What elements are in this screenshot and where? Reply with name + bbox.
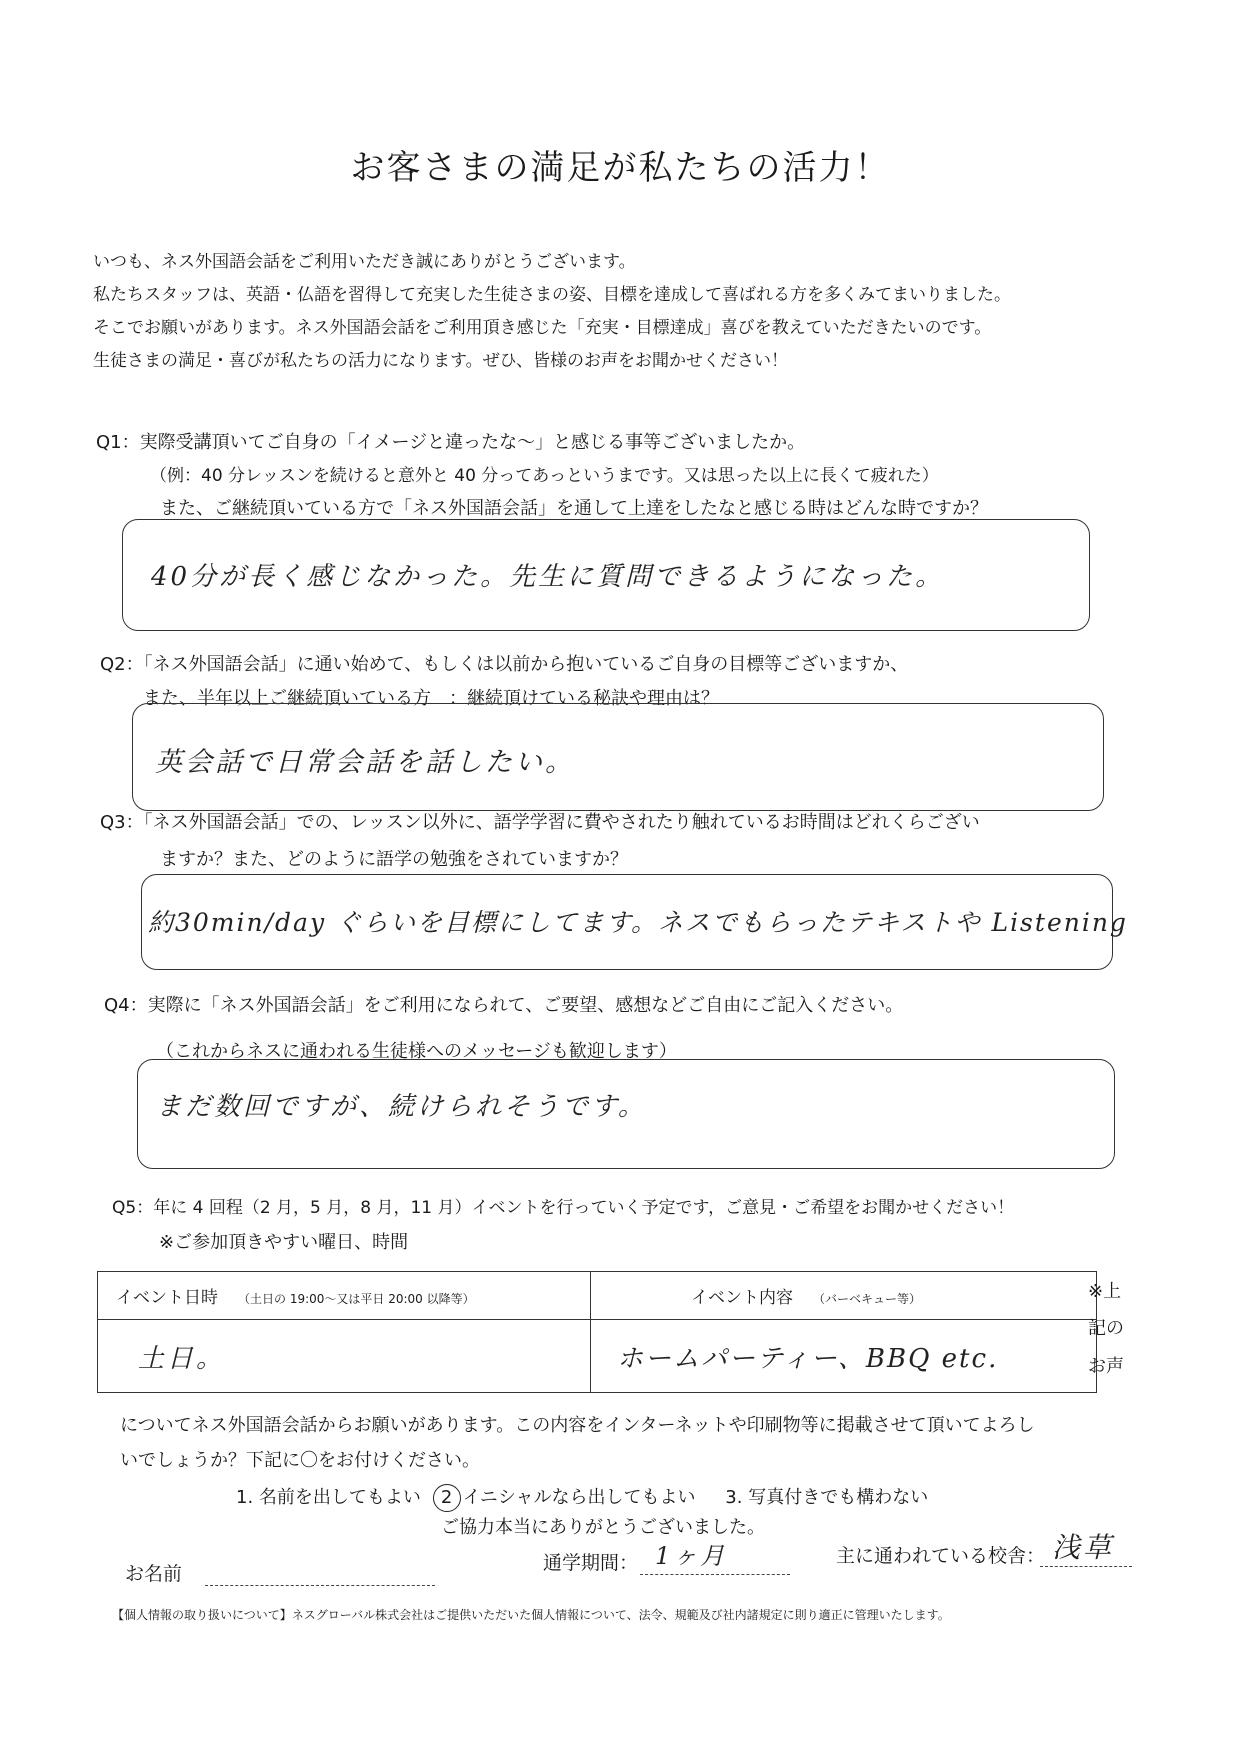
consent-option-2-text: イニシャルなら出してもよい [462,1487,696,1508]
q5-question: Q5：年に 4 回程（2 月，5 月，8 月，11 月）イベントを行っていく予定です，ご意見・ご希望をお聞かせください！ [112,1198,1015,1218]
q1-followup: また、ご継続頂いている方で「ネス外国語会話」を通して上達をしたなと感じる時はどんな時ですか？ [160,498,988,519]
q3-answer-text: 約30min/day ぐらいを目標にしてます。ネスでもらったテキストや Listening [148,908,1128,937]
side-note-3: お声 [1088,1356,1124,1377]
consent-line-2: いでしょうか？下記に〇をお付けください。 [120,1450,480,1471]
name-field-line[interactable] [205,1585,435,1586]
event-content-label: イベント内容 [691,1288,793,1308]
q3-answer-box[interactable] [141,874,1128,970]
q1-question: Q1：実際受講頂いてご自身の「イメージと違ったな～」と感じる事等ございましたか。 [96,432,806,453]
intro-line-1: いつも、ネス外国語会話をご利用いただき誠にありがとうございます。 [93,252,636,272]
event-datetime-label: イベント日時 [116,1288,218,1308]
consent-thanks: ご協力本当にありがとうございました。 [441,1517,765,1538]
q5-followup: ※ご参加頂きやすい曜日、時間 [159,1232,409,1253]
side-note-2: 記の [1088,1318,1124,1339]
q4-answer-box[interactable] [137,1059,1115,1169]
event-content-header [591,1272,1097,1320]
q2-answer-text: 英会話で日常会話を話したい。 [155,747,575,778]
school-field-line[interactable] [1040,1566,1132,1567]
q3-question: Q3：「ネス外国語会話」での、レッスン以外に、語学学習に費やされたり触れているお時間はどれくらござい [100,812,980,833]
q4-question: Q4：実際に「ネス外国語会話」をご利用になられて、ご要望、感想などご自由にご記入ください。 [104,995,904,1016]
q1-answer-text: 40分が長く感じなかった。先生に質問できるようになった。 [151,562,945,592]
event-content-note: （バーベキュー等） [813,1292,922,1306]
intro-line-2: 私たちスタッフは、英語・仏語を習得して充実した生徒さまの姿、目標を達成して喜ばれる方を多くみてまいりました。 [93,285,1011,305]
period-field-value: 1ヶ月 [655,1542,728,1570]
school-label: 主に通われている校舎： [836,1545,1046,1567]
event-datetime-answer: 土日。 [138,1343,226,1374]
q1-answer-box[interactable] [122,519,1090,631]
consent-option-2[interactable] [433,1487,696,1508]
event-datetime-cell[interactable] [98,1320,591,1393]
period-label: 通学期間： [543,1552,639,1574]
name-label: お名前 [125,1563,183,1585]
consent-options [236,1483,928,1512]
intro-line-3: そこでお願いがあります。ネス外国語会話をご利用頂き感じた「充実・目標達成」喜びを教えていただきたいのです。 [93,318,992,338]
intro-line-4: 生徒さまの満足・喜びが私たちの活力になります。ぜひ、皆様のお声をお聞かせください！ [93,351,788,371]
consent-option-3[interactable]: 3. 写真付きでも構わない [725,1487,929,1508]
q2-question: Q2：「ネス外国語会話」に通い始めて、もしくは以前から抱いているご自身の目標等ございますか、 [100,654,909,675]
q4-answer-text: まだ数回ですが、続けられそうです。 [156,1092,647,1122]
q4-followup: （これからネスに通われる生徒様へのメッセージも歓迎します） [156,1041,677,1062]
q2-answer-box[interactable] [132,703,1104,811]
event-content-cell[interactable] [591,1320,1097,1393]
event-datetime-note: （土日の 19:00～又は平日 20:00 以降等） [238,1292,475,1306]
consent-line-1: についてネス外国語会話からお願いがあります。この内容をインターネットや印刷物等に掲載させて頂いてよろし [120,1415,1035,1436]
event-content-answer: ホームパーティー、BBQ etc. [617,1343,999,1374]
privacy-footer: 【個人情報の取り扱いについて】ネスグローバル株式会社はご提供いただいた個人情報について、法令、規範及び社内諸規定に則り適正に管理いたします。 [112,1608,950,1622]
event-table [97,1271,1097,1393]
selected-circle-mark: 2 [433,1484,461,1512]
period-field-line[interactable] [640,1574,790,1575]
q3-followup: ますか？また、どのように語学の勉強をされていますか？ [160,849,628,870]
school-field-value: 浅草 [1052,1531,1115,1564]
q2-followup: また、半年以上ご継続頂いている方 ：継続頂けている秘訣や理由は？ [143,688,719,709]
q1-example: （例：40 分レッスンを続けると意外と 40 分ってあっというまです。又は思った以上に長くて疲れた） [150,466,939,486]
side-note-1: ※上 [1088,1281,1122,1302]
page-title: お客さまの満足が私たちの活力！ [350,148,891,188]
event-datetime-header [98,1272,591,1320]
consent-option-1[interactable]: 1. 名前を出してもよい [236,1487,421,1508]
